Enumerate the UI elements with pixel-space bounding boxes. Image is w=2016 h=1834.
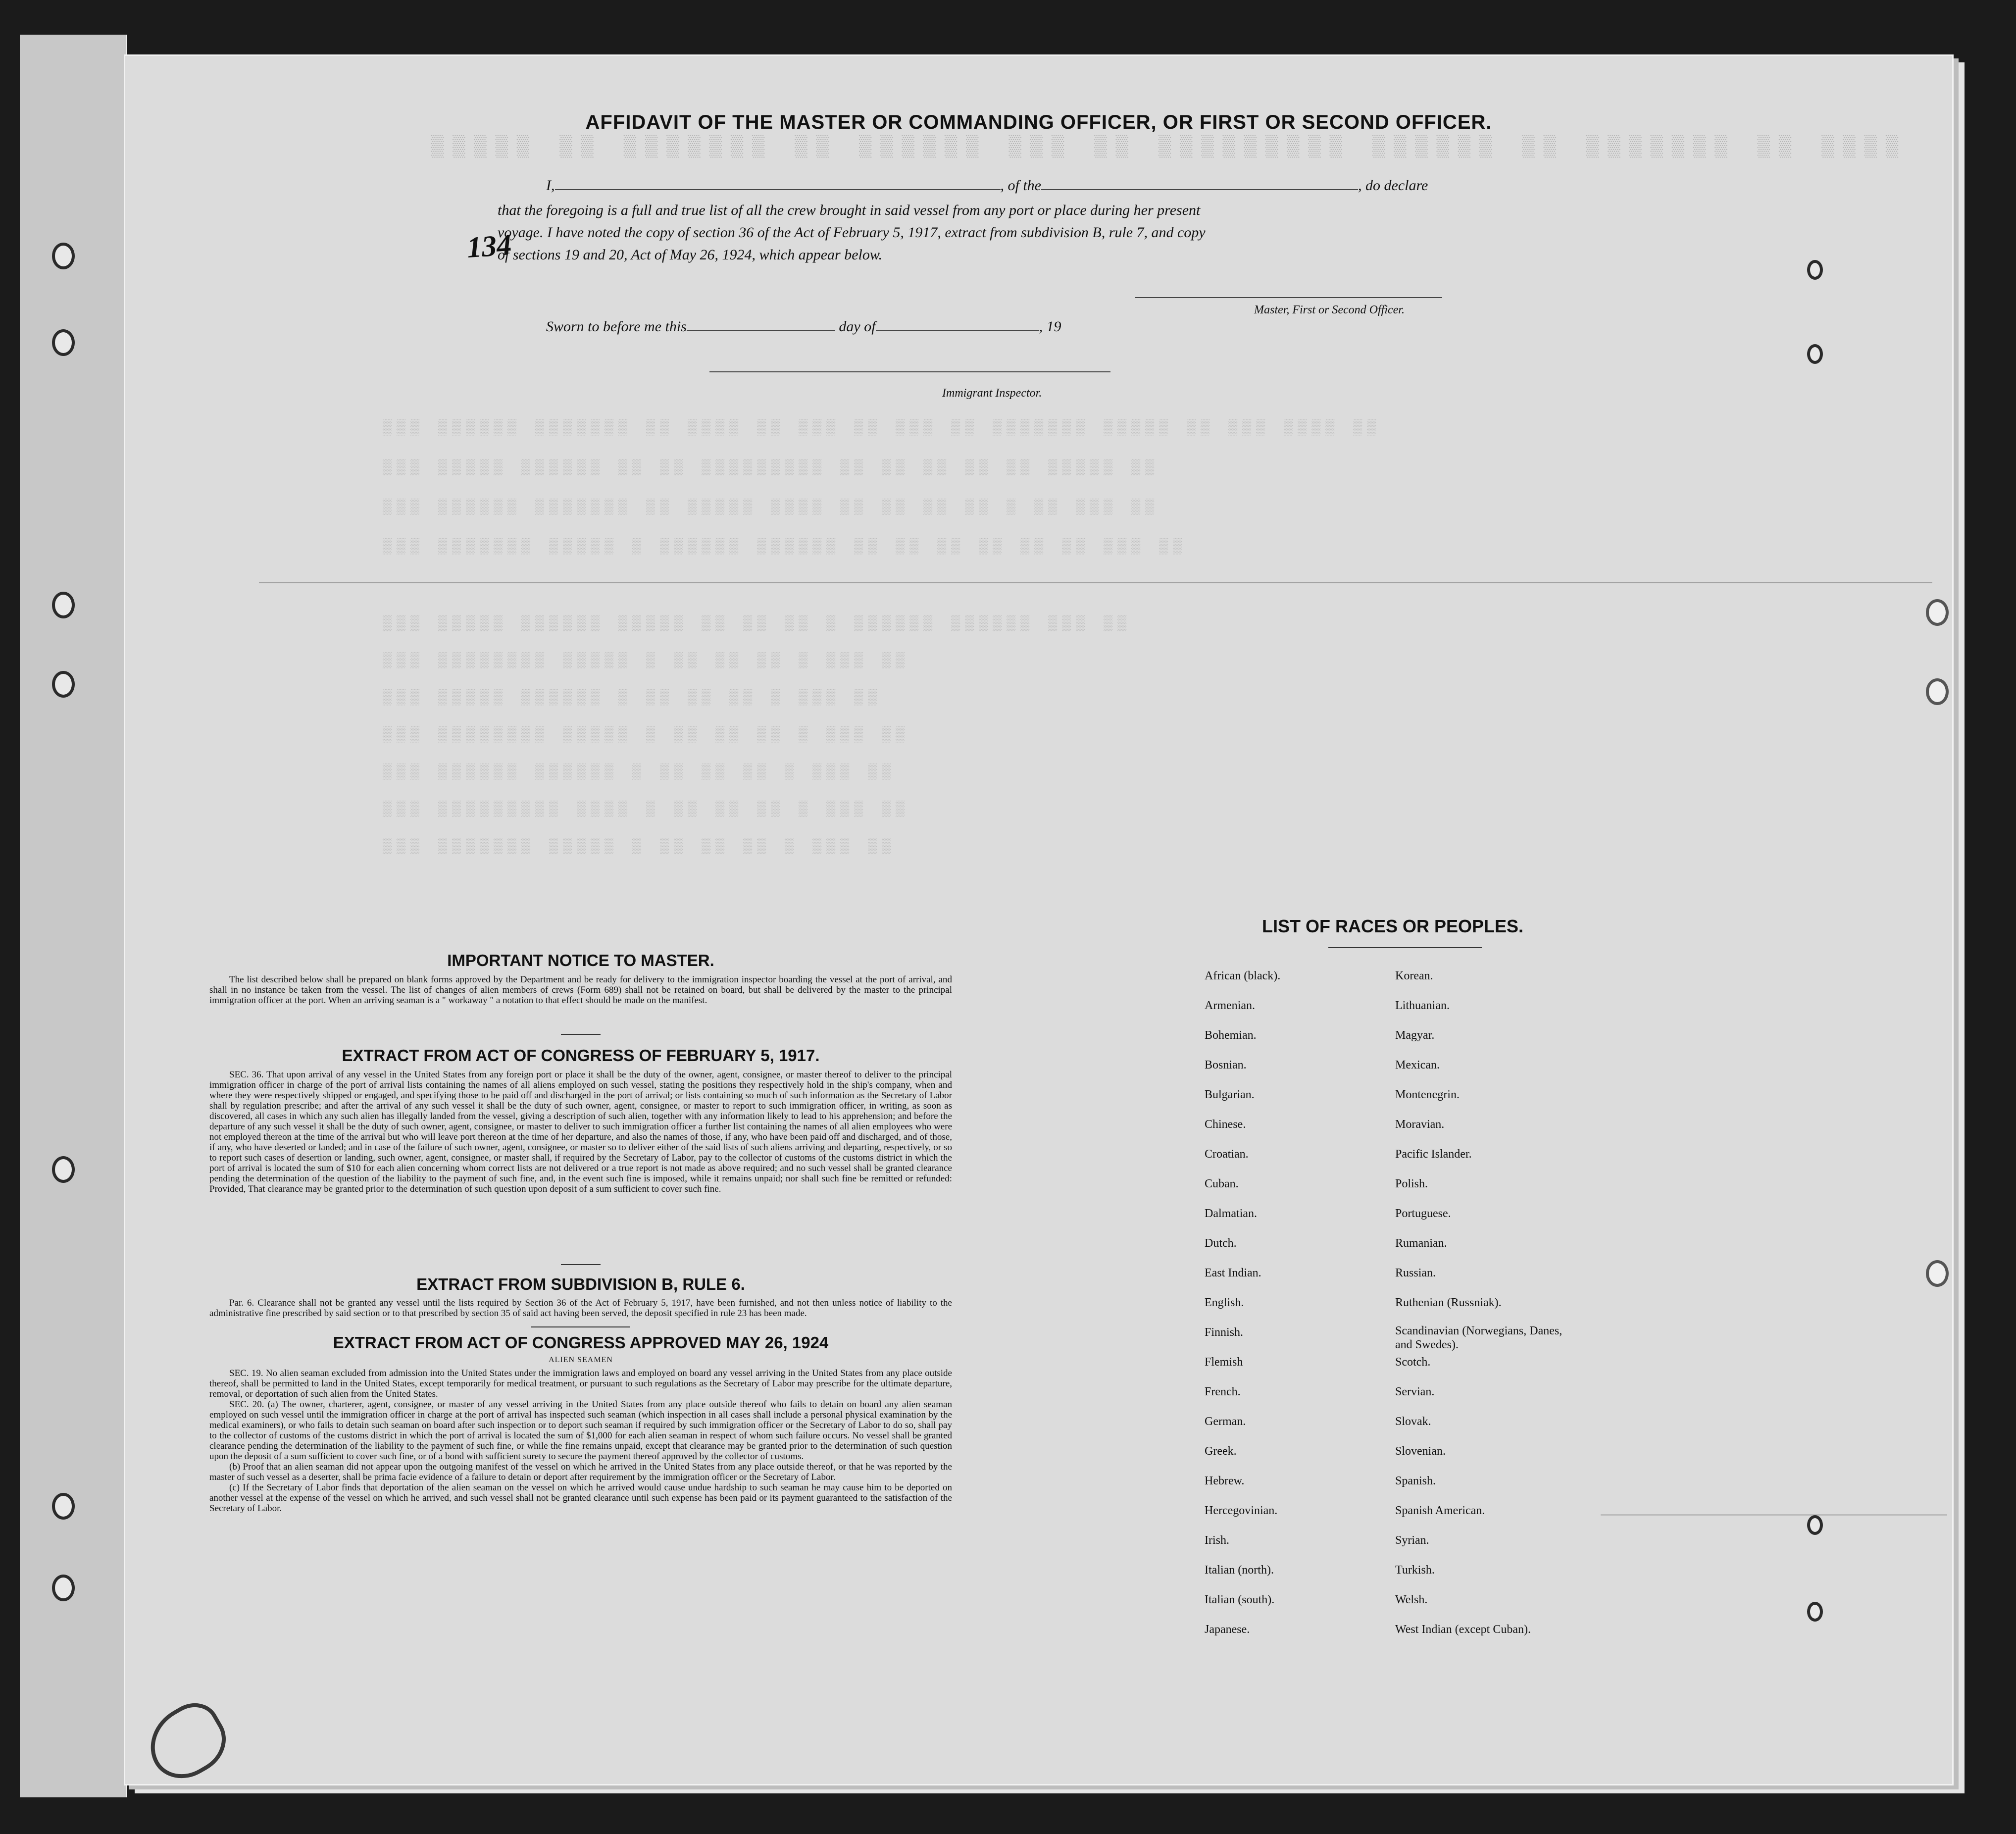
race-item: Pacific Islander. bbox=[1395, 1148, 1472, 1161]
bleed-through-row: ▒▒▒ ▒▒▒▒▒ ▒▒▒▒▒▒ ▒▒▒▒▒ ▒▒ ▒▒ ▒▒ ▒ ▒▒▒▒▒▒ ▒▒▒▒▒▒ ▒▒▒ ▒▒ bbox=[383, 615, 1132, 632]
extract-1917-title: EXTRACT FROM ACT OF CONGRESS OF FEBRUARY 5, 1917. bbox=[342, 1046, 820, 1065]
race-item: Finnish. bbox=[1205, 1326, 1244, 1339]
sworn-day-of: day of bbox=[839, 318, 876, 335]
punch-mark bbox=[1807, 1515, 1823, 1535]
master-label: Master, First or Second Officer. bbox=[1254, 304, 1405, 316]
race-item: Hebrew. bbox=[1205, 1475, 1245, 1487]
race-item: Greek. bbox=[1205, 1445, 1237, 1458]
binder-hole bbox=[1926, 678, 1949, 705]
bleed-through-rule bbox=[1601, 1514, 1947, 1516]
race-item: English. bbox=[1205, 1296, 1244, 1309]
race-item: Spanish. bbox=[1395, 1475, 1436, 1487]
master-signature-line[interactable] bbox=[1135, 297, 1442, 298]
separator bbox=[561, 1264, 601, 1265]
race-item: Armenian. bbox=[1205, 999, 1255, 1012]
bleed-through-row: ▒▒▒ ▒▒▒▒▒ ▒▒▒▒▒▒ ▒ ▒▒ ▒▒ ▒▒ ▒ ▒▒▒ ▒▒ bbox=[383, 690, 882, 707]
race-item: Moravian. bbox=[1395, 1118, 1445, 1131]
sworn-line bbox=[546, 318, 1061, 335]
sec-20c: (c) If the Secretary of Labor finds that deportation of the alien seaman on the vessel on which he arrived would cause undue hardship to such seaman he may cause him to be deported on another vessel at the expense of the vessel on which he arrived, and such vessel shall not be granted clearance until such expense has been paid or its payment guaranteed to the satisfaction of the Secretary of Labor. bbox=[209, 1482, 952, 1514]
punch-mark bbox=[1807, 1602, 1823, 1622]
race-item: Dalmatian. bbox=[1205, 1207, 1257, 1220]
race-item: Dutch. bbox=[1205, 1237, 1237, 1250]
race-item: Italian (south). bbox=[1205, 1593, 1275, 1606]
race-item: Bosnian. bbox=[1205, 1059, 1247, 1071]
separator bbox=[561, 1034, 601, 1035]
race-item: German. bbox=[1205, 1415, 1246, 1428]
affidavit-of-the: , of the bbox=[1000, 177, 1041, 194]
race-item: Syrian. bbox=[1395, 1534, 1429, 1547]
race-item: Portuguese. bbox=[1395, 1207, 1451, 1220]
race-item: Rumanian. bbox=[1395, 1237, 1447, 1250]
binder-hole bbox=[52, 1575, 75, 1601]
binder-hole bbox=[52, 329, 75, 356]
race-item: Cuban. bbox=[1205, 1177, 1239, 1190]
race-item: African (black). bbox=[1205, 969, 1281, 982]
affidavit-declare: , do declare bbox=[1358, 177, 1428, 194]
race-item: Slovenian. bbox=[1395, 1445, 1446, 1458]
race-item: East Indian. bbox=[1205, 1267, 1261, 1279]
race-item: Bohemian. bbox=[1205, 1029, 1257, 1042]
binder-hole bbox=[52, 243, 75, 269]
extract-rule6-title: EXTRACT FROM SUBDIVISION B, RULE 6. bbox=[416, 1275, 745, 1293]
sec-20b: (b) Proof that an alien seaman did not appear upon the outgoing manifest of the vessel on which he arrived in the United States from any place outside thereof, or that he was reported by the master of such vessel as a deserter, shall be prima facie evidence of a failure to detain or deport after requirement by the immigration officer or the Secretary of Labor. bbox=[209, 1462, 952, 1482]
bleed-through-row: ▒▒▒ ▒▒▒▒▒▒▒▒ ▒▒▒▒▒ ▒ ▒▒ ▒▒ ▒▒ ▒ ▒▒▒ ▒▒ bbox=[383, 727, 910, 744]
race-item: Montenegrin. bbox=[1395, 1088, 1460, 1101]
race-item: Mexican. bbox=[1395, 1059, 1440, 1071]
bleed-through-heading: ▒▒▒▒ ▒▒ ▒▒▒▒▒▒▒ ▒▒ ▒▒▒▒▒▒ ▒▒▒▒▒▒▒▒▒ ▒▒ ▒▒▒ ▒▒▒▒▒▒ ▒▒ ▒▒▒▒▒▒▒ ▒▒ ▒▒▒▒▒ bbox=[422, 135, 1899, 159]
bleed-through-row: ▒▒▒ ▒▒▒▒▒▒▒▒▒ ▒▒▒▒ ▒ ▒▒ ▒▒ ▒▒ ▒ ▒▒▒ ▒▒ bbox=[383, 801, 910, 818]
inspector-signature-line[interactable] bbox=[709, 371, 1110, 372]
punch-mark bbox=[1807, 344, 1823, 364]
name-blank[interactable] bbox=[555, 189, 1001, 190]
sec-20a: SEC. 20. (a) The owner, charterer, agent, consignee, or master of any vessel arriving in the United States from any place outside thereof who fails to detain on board any alien seaman employed on such vessel until the immigration officer in charge at the port of arrival has inspected such seaman (which inspection in all cases shall include a personal physical examination by the medical examiners), or who fails to detain such seaman on board after such inspection or to deport such seaman if required by such immigration officer or the Secretary of Labor to do so, shall pay to the collector of customs of the customs district in which the port of arrival is located the sum of $1,000 for each alien seaman in respect of whom such failure occurs. No vessel shall be granted clearance pending the determination of the liability to the payment of such fine, or while the fine remains unpaid, except that clearance may be granted prior to the determination of such question upon the deposit of a sum sufficient to cover such fine, or of a bond with sufficient surety to secure the payment thereof approved by the collector of customs. bbox=[209, 1399, 952, 1462]
race-item: French. bbox=[1205, 1385, 1241, 1398]
race-item: Turkish. bbox=[1395, 1564, 1435, 1577]
race-item: Russian. bbox=[1395, 1267, 1436, 1279]
race-item: Flemish bbox=[1205, 1356, 1243, 1369]
race-item: Lithuanian. bbox=[1395, 999, 1450, 1012]
bleed-through-row: ▒▒▒ ▒▒▒▒▒▒ ▒▒▒▒▒▒▒ ▒▒ ▒▒▒▒ ▒▒ ▒▒▒ ▒▒ ▒▒▒ ▒▒ ▒▒▒▒▒▒▒ ▒▒▒▒▒ ▒▒ ▒▒▒ ▒▒▒▒ ▒▒ bbox=[383, 420, 1381, 437]
binder-hole bbox=[1926, 599, 1949, 626]
binder-hole bbox=[52, 1156, 75, 1183]
race-item: Scandinavian (Norwegians, Danes, and Swedes). bbox=[1395, 1325, 1562, 1351]
race-item: Slovak. bbox=[1395, 1415, 1431, 1428]
race-item: Spanish American. bbox=[1395, 1504, 1485, 1517]
bleed-through-row: ▒▒▒ ▒▒▒▒▒▒▒ ▒▒▒▒▒ ▒ ▒▒ ▒▒ ▒▒ ▒ ▒▒▒ ▒▒ bbox=[383, 838, 896, 855]
handwritten-number: 134 bbox=[465, 228, 513, 264]
race-item: Bulgarian. bbox=[1205, 1088, 1255, 1101]
race-item: Japanese. bbox=[1205, 1623, 1250, 1636]
race-item: Welsh. bbox=[1395, 1593, 1428, 1606]
separator bbox=[1328, 947, 1482, 948]
binder-hole bbox=[52, 592, 75, 618]
race-item: West Indian (except Cuban). bbox=[1395, 1623, 1531, 1636]
notice-title: IMPORTANT NOTICE TO MASTER. bbox=[447, 951, 714, 969]
binder-hole bbox=[1926, 1260, 1949, 1287]
affidavit-line-2: that the foregoing is a full and true list of all the crew brought in said vessel from any port or place during her present bbox=[498, 202, 1201, 218]
affidavit-line-3: voyage. I have noted the copy of section 36 of the Act of February 5, 1917, extract from subdivision B, rule 7, and copy bbox=[498, 224, 1206, 241]
bleed-through-row: ▒▒▒ ▒▒▒▒▒▒ ▒▒▒▒▒▒▒ ▒▒ ▒▒▒▒▒ ▒▒▒▒ ▒▒ ▒▒ ▒▒ ▒▒ ▒ ▒▒ ▒▒▒ ▒▒ bbox=[383, 499, 1159, 516]
races-title: LIST OF RACES OR PEOPLES. bbox=[1261, 916, 1524, 936]
race-item: Magyar. bbox=[1395, 1029, 1435, 1042]
race-item: Servian. bbox=[1395, 1385, 1435, 1398]
affidavit-title: AFFIDAVIT OF THE MASTER OR COMMANDING OFFICER, OR FIRST OR SECOND OFFICER. bbox=[585, 111, 1492, 133]
race-item: Croatian. bbox=[1205, 1148, 1249, 1161]
sworn-month-blank[interactable] bbox=[876, 330, 1039, 331]
affidavit-line-1 bbox=[546, 177, 1428, 194]
inspector-label: Immigrant Inspector. bbox=[942, 387, 1042, 400]
race-item: Irish. bbox=[1205, 1534, 1229, 1547]
extract-1924-body bbox=[209, 1368, 952, 1514]
punch-mark bbox=[1807, 260, 1823, 280]
vessel-blank[interactable] bbox=[1041, 189, 1358, 190]
extract-1917-body: SEC. 36. That upon arrival of any vessel in the United States from any foreign port or place it shall be the duty of the owner, agent, consignee, or master thereof to deliver to the principal immigration officer in charge of the port of arrival lists containing the names of all aliens employed on such vessel, stating the positions they respectively hold in the ship's company, when and where they were respectively shipped or engaged, and specifying those to be paid off and discharged in the port of arrival; or lists containing so much of such information as the Secretary of Labor shall by regulation prescribe; and after the arrival of any such vessel it shall be the duty of such owner, agent, consignee, or master to report to such immigration officer, in writing, as soon as discovered, all cases in which any such alien has illegally landed from the vessel, giving a description of such alien, together with any information likely to lead to his apprehension; and before the departure of any such vessel it shall be the duty of such owner, agent, consignee, or master to deliver to such immigration officer a further list containing the names of all alien employees who were not employed thereon at the time of the arrival but who will leave port thereon at the time of her departure, and also the names of those, if any, who have been paid off and discharged, and of those, if any, who have deserted or landed; and in case of the failure of such owner, agent, consignee, or master so to deliver either of the said lists of such aliens arriving and departing, respectively, or so to report such cases of desertion or landing, such owner, agent, consignee, or master shall, if required by the Secretary of Labor, pay to the collector of customs of the customs district in which the port of arrival is located the sum of $10 for each alien concerning whom correct lists are not delivered or a true report is not made as above required; and no such vessel shall be granted clearance pending the determination of the question of the liability to the payment of such fine, and, in the event such fine is imposed, while it remains unpaid; nor shall such fine be remitted or refunded: Provided, That clearance may be granted prior to the determination of such question upon deposit of a sum sufficient to cover such fine. bbox=[209, 1070, 952, 1194]
bleed-through-row: ▒▒▒ ▒▒▒▒▒▒▒ ▒▒▒▒▒ ▒ ▒▒▒▒▒▒ ▒▒▒▒▒▒ ▒▒ ▒▒ ▒▒ ▒▒ ▒▒ ▒▒ ▒▒▒ ▒▒ bbox=[383, 539, 1187, 556]
binder-hole bbox=[52, 671, 75, 698]
bleed-through-row: ▒▒▒ ▒▒▒▒▒▒▒▒ ▒▒▒▒▒ ▒ ▒▒ ▒▒ ▒▒ ▒ ▒▒▒ ▒▒ bbox=[383, 653, 910, 669]
sworn-prefix: Sworn to before me this bbox=[546, 318, 687, 335]
bleed-through-row: ▒▒▒ ▒▒▒▒▒ ▒▒▒▒▒▒ ▒▒ ▒▒ ▒▒▒▒▒▒▒▒▒ ▒▒ ▒▒ ▒▒ ▒▒ ▒▒ ▒▒▒▒▒ ▒▒ bbox=[383, 459, 1159, 476]
extract-1924-subtitle: ALIEN SEAMEN bbox=[549, 1356, 613, 1364]
race-item: Korean. bbox=[1395, 969, 1433, 982]
bleed-through-rule bbox=[259, 582, 1932, 583]
sec-19: SEC. 19. No alien seaman excluded from admission into the United States under the immigration laws and employed on board any vessel arriving in the United States from any place outside thereof, shall be permitted to land in the United States, except temporarily for medical treatment, or pursuant to such regulations as the Secretary of Labor may prescribe for the ultimate departure, removal, or deportation of such alien from the United States. bbox=[209, 1368, 952, 1399]
race-item: Ruthenian (Russniak). bbox=[1395, 1296, 1502, 1309]
form-sheet bbox=[124, 54, 1954, 1785]
race-item: Polish. bbox=[1395, 1177, 1428, 1190]
race-item: Chinese. bbox=[1205, 1118, 1246, 1131]
sworn-year: , 19 bbox=[1039, 318, 1061, 335]
race-item: Hercegovinian. bbox=[1205, 1504, 1278, 1517]
affidavit-i: I, bbox=[546, 177, 555, 194]
extract-1924-title: EXTRACT FROM ACT OF CONGRESS APPROVED MAY 26, 1924 bbox=[333, 1333, 829, 1352]
affidavit-line-4: of sections 19 and 20, Act of May 26, 1924, which appear below. bbox=[498, 247, 883, 263]
extract-rule6-body: Par. 6. Clearance shall not be granted any vessel until the lists required by Section 36 of the Act of February 5, 1917, have been furnished, and not then unless notice of liability to the administrative fine prescribed by said section or to that prescribed by section 35 of said act having been served, the deposit specified in rule 23 has been made. bbox=[209, 1298, 952, 1319]
bleed-through-row: ▒▒▒ ▒▒▒▒▒▒ ▒▒▒▒▒▒ ▒ ▒▒ ▒▒ ▒▒ ▒ ▒▒▒ ▒▒ bbox=[383, 764, 896, 781]
race-item: Scotch. bbox=[1395, 1356, 1431, 1369]
underlying-page-edge bbox=[20, 35, 127, 1797]
notice-body: The list described below shall be prepared on blank forms approved by the Department and be ready for delivery to the immigration inspector boarding the vessel at the port of arrival, and shall in no instance be taken from the vessel. The list of changes of alien members of crews (Form 689) shall not be retained on board, but shall be delivered by the master to the principal immigration officer at the port. When an arriving seaman is a " workaway " a notation to that effect should be made on the manifest. bbox=[209, 974, 952, 1006]
sworn-day-blank[interactable] bbox=[687, 330, 835, 331]
binder-hole bbox=[52, 1493, 75, 1520]
race-item: Italian (north). bbox=[1205, 1564, 1274, 1577]
separator bbox=[531, 1326, 630, 1327]
